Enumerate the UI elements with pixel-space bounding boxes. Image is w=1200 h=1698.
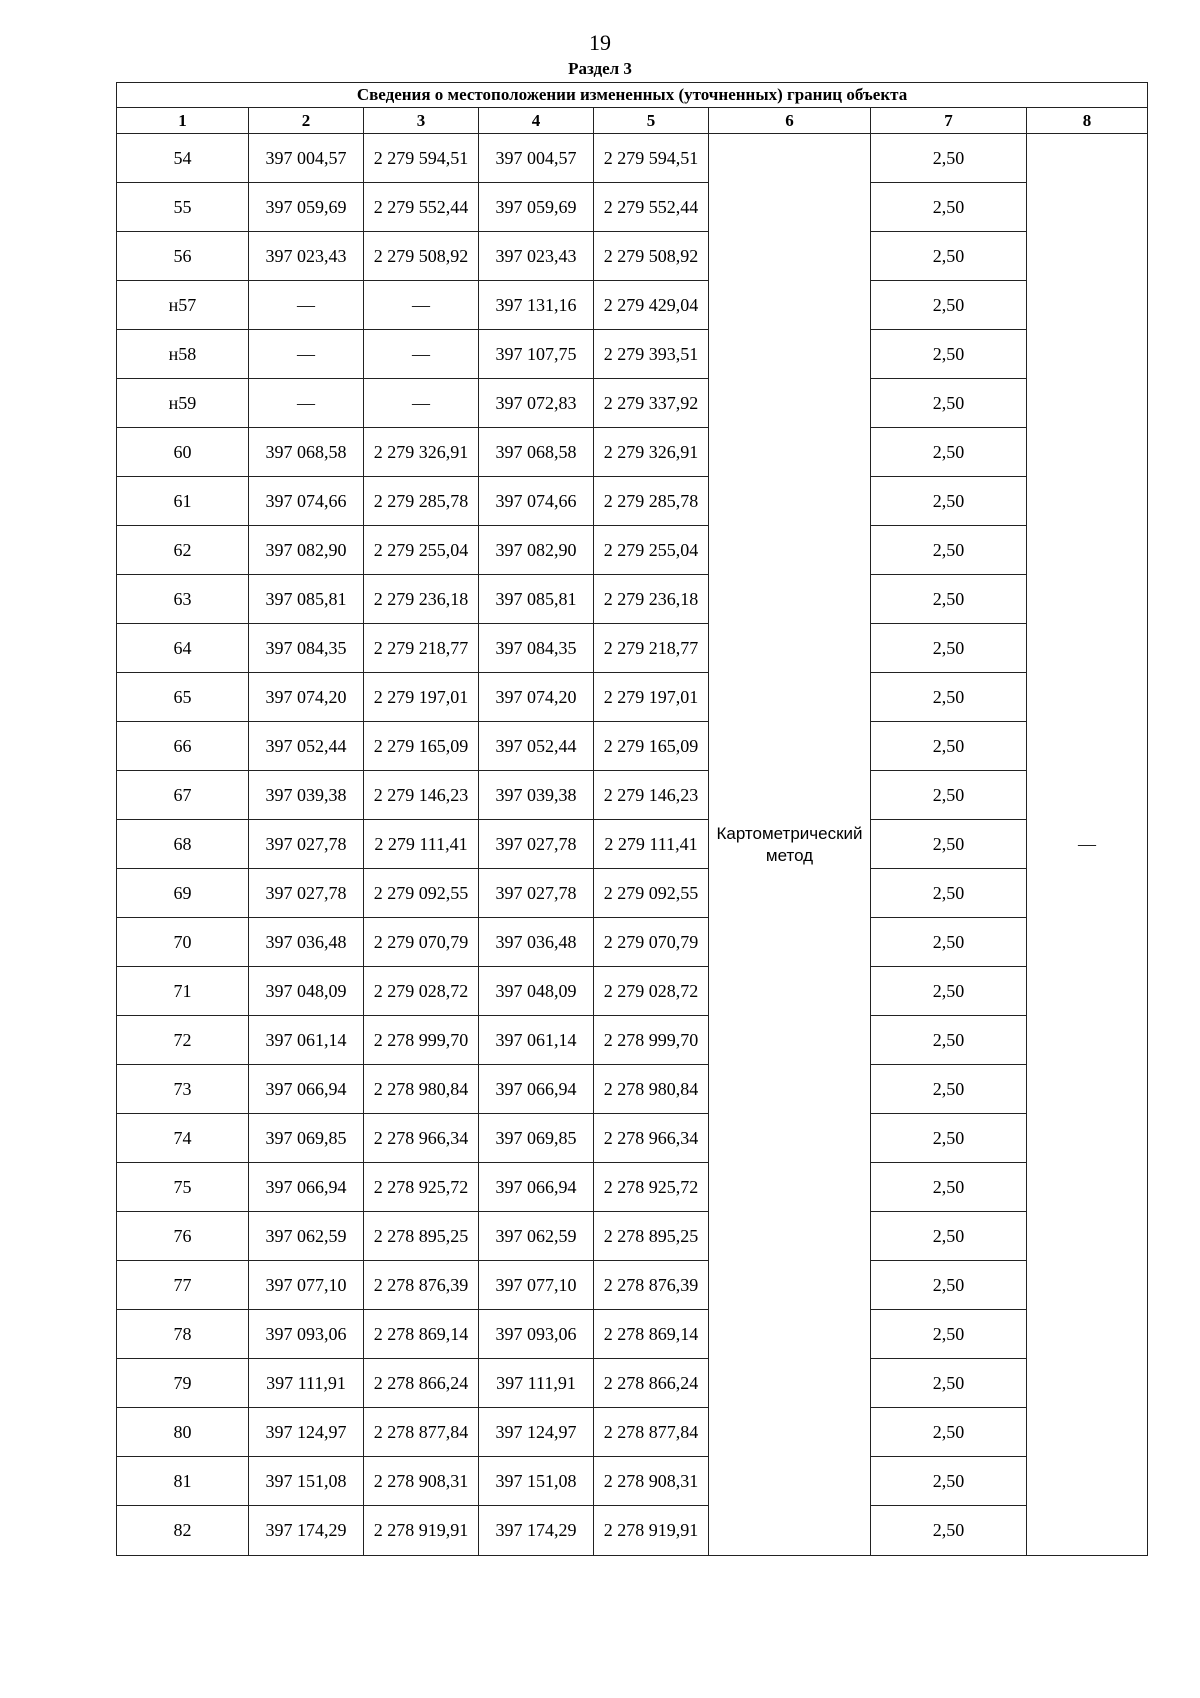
x-coordinate-refined: 397 107,75: [479, 330, 594, 379]
table-row: [117, 232, 1148, 281]
y-coordinate-existing: 2 278 895,25: [364, 1212, 479, 1261]
table-row: [117, 1310, 1148, 1359]
x-coordinate-refined: 397 131,16: [479, 281, 594, 330]
accuracy-value: 2,50: [871, 1506, 1027, 1556]
y-coordinate-refined: 2 279 236,18: [594, 575, 709, 624]
y-coordinate-refined: 2 278 925,72: [594, 1163, 709, 1212]
point-label: 78: [117, 1310, 249, 1359]
x-coordinate-existing: 397 061,14: [249, 1016, 364, 1065]
y-coordinate-existing: 2 279 285,78: [364, 477, 479, 526]
point-label: 80: [117, 1408, 249, 1457]
y-coordinate-existing: 2 278 876,39: [364, 1261, 479, 1310]
y-coordinate-refined: 2 279 552,44: [594, 183, 709, 232]
y-coordinate-existing: 2 279 594,51: [364, 134, 479, 183]
x-coordinate-existing: 397 059,69: [249, 183, 364, 232]
x-coordinate-refined: 397 052,44: [479, 722, 594, 771]
y-coordinate-refined: 2 279 165,09: [594, 722, 709, 771]
column-number-row: [117, 108, 1148, 134]
y-coordinate-existing: 2 279 165,09: [364, 722, 479, 771]
accuracy-value: 2,50: [871, 1065, 1027, 1114]
y-coordinate-refined: 2 278 999,70: [594, 1016, 709, 1065]
x-coordinate-refined: 397 074,20: [479, 673, 594, 722]
table-row: [117, 330, 1148, 379]
y-coordinate-existing: 2 278 919,91: [364, 1506, 479, 1556]
y-coordinate-existing: 2 278 925,72: [364, 1163, 479, 1212]
accuracy-value: 2,50: [871, 183, 1027, 232]
x-coordinate-existing: 397 052,44: [249, 722, 364, 771]
y-coordinate-existing: 2 279 146,23: [364, 771, 479, 820]
point-label: 68: [117, 820, 249, 869]
x-coordinate-refined: 397 004,57: [479, 134, 594, 183]
y-coordinate-existing: 2 279 092,55: [364, 869, 479, 918]
column-number: 1: [117, 108, 249, 134]
x-coordinate-refined: 397 069,85: [479, 1114, 594, 1163]
table-row: [117, 281, 1148, 330]
x-coordinate-refined: 397 124,97: [479, 1408, 594, 1457]
accuracy-value: 2,50: [871, 575, 1027, 624]
y-coordinate-refined: 2 279 337,92: [594, 379, 709, 428]
y-coordinate-refined: 2 279 197,01: [594, 673, 709, 722]
y-coordinate-refined: 2 278 866,24: [594, 1359, 709, 1408]
point-label: 65: [117, 673, 249, 722]
accuracy-value: 2,50: [871, 1457, 1027, 1506]
x-coordinate-refined: 397 062,59: [479, 1212, 594, 1261]
table-row: [117, 820, 1148, 869]
x-coordinate-existing: 397 124,97: [249, 1408, 364, 1457]
x-coordinate-existing: 397 023,43: [249, 232, 364, 281]
table-row: [117, 526, 1148, 575]
table-row: [117, 1457, 1148, 1506]
point-label: 70: [117, 918, 249, 967]
x-coordinate-existing: 397 151,08: [249, 1457, 364, 1506]
column-number: 3: [364, 108, 479, 134]
column-number: 5: [594, 108, 709, 134]
y-coordinate-refined: 2 279 285,78: [594, 477, 709, 526]
column-8-cell: —: [1027, 134, 1148, 1556]
table-row: [117, 379, 1148, 428]
table-row: [117, 869, 1148, 918]
point-label: 69: [117, 869, 249, 918]
x-coordinate-refined: 397 061,14: [479, 1016, 594, 1065]
y-coordinate-refined: 2 279 111,41: [594, 820, 709, 869]
x-coordinate-refined: 397 072,83: [479, 379, 594, 428]
x-coordinate-refined: 397 093,06: [479, 1310, 594, 1359]
y-coordinate-refined: 2 278 966,34: [594, 1114, 709, 1163]
x-coordinate-refined: 397 077,10: [479, 1261, 594, 1310]
table-row: [117, 134, 1148, 183]
y-coordinate-existing: 2 278 999,70: [364, 1016, 479, 1065]
y-coordinate-existing: 2 279 326,91: [364, 428, 479, 477]
x-coordinate-existing: 397 004,57: [249, 134, 364, 183]
accuracy-value: 2,50: [871, 1016, 1027, 1065]
x-coordinate-existing: 397 174,29: [249, 1506, 364, 1556]
y-coordinate-refined: 2 279 508,92: [594, 232, 709, 281]
table-row: [117, 1261, 1148, 1310]
table-row: [117, 1016, 1148, 1065]
y-coordinate-existing: 2 279 111,41: [364, 820, 479, 869]
x-coordinate-existing: 397 093,06: [249, 1310, 364, 1359]
x-coordinate-existing: 397 066,94: [249, 1065, 364, 1114]
x-coordinate-refined: 397 036,48: [479, 918, 594, 967]
table-caption: Сведения о местоположении измененных (уточненных) границ объекта: [117, 83, 1148, 108]
column-number: 7: [871, 108, 1027, 134]
table-row: [117, 1065, 1148, 1114]
accuracy-value: 2,50: [871, 624, 1027, 673]
point-label: 60: [117, 428, 249, 477]
table-row: [117, 624, 1148, 673]
accuracy-value: 2,50: [871, 1310, 1027, 1359]
table-row: [117, 967, 1148, 1016]
accuracy-value: 2,50: [871, 1212, 1027, 1261]
table-row: [117, 722, 1148, 771]
y-coordinate-refined: 2 278 908,31: [594, 1457, 709, 1506]
y-coordinate-existing: 2 279 070,79: [364, 918, 479, 967]
y-coordinate-refined: 2 279 393,51: [594, 330, 709, 379]
y-coordinate-refined: 2 279 326,91: [594, 428, 709, 477]
column-number: 2: [249, 108, 364, 134]
table-row: [117, 673, 1148, 722]
x-coordinate-refined: 397 027,78: [479, 820, 594, 869]
accuracy-value: 2,50: [871, 1114, 1027, 1163]
x-coordinate-existing: —: [249, 330, 364, 379]
y-coordinate-refined: 2 278 895,25: [594, 1212, 709, 1261]
y-coordinate-refined: 2 278 876,39: [594, 1261, 709, 1310]
point-label: 75: [117, 1163, 249, 1212]
y-coordinate-refined: 2 278 877,84: [594, 1408, 709, 1457]
section-title: Раздел 3: [568, 59, 632, 78]
table-row: [117, 1114, 1148, 1163]
y-coordinate-refined: 2 279 255,04: [594, 526, 709, 575]
x-coordinate-refined: 397 074,66: [479, 477, 594, 526]
point-label: 71: [117, 967, 249, 1016]
x-coordinate-existing: 397 077,10: [249, 1261, 364, 1310]
x-coordinate-refined: 397 066,94: [479, 1163, 594, 1212]
y-coordinate-existing: 2 279 218,77: [364, 624, 479, 673]
x-coordinate-existing: 397 074,66: [249, 477, 364, 526]
y-coordinate-refined: 2 279 146,23: [594, 771, 709, 820]
point-label: 67: [117, 771, 249, 820]
y-coordinate-existing: 2 279 197,01: [364, 673, 479, 722]
y-coordinate-refined: 2 279 594,51: [594, 134, 709, 183]
x-coordinate-existing: 397 074,20: [249, 673, 364, 722]
table-row: [117, 1506, 1148, 1556]
x-coordinate-existing: 397 039,38: [249, 771, 364, 820]
x-coordinate-refined: 397 023,43: [479, 232, 594, 281]
x-coordinate-refined: 397 082,90: [479, 526, 594, 575]
accuracy-value: 2,50: [871, 1408, 1027, 1457]
x-coordinate-existing: 397 068,58: [249, 428, 364, 477]
y-coordinate-refined: 2 279 218,77: [594, 624, 709, 673]
y-coordinate-refined: 2 279 092,55: [594, 869, 709, 918]
accuracy-value: 2,50: [871, 134, 1027, 183]
x-coordinate-existing: 397 111,91: [249, 1359, 364, 1408]
column-number: 4: [479, 108, 594, 134]
point-label: 63: [117, 575, 249, 624]
accuracy-value: 2,50: [871, 869, 1027, 918]
x-coordinate-existing: 397 036,48: [249, 918, 364, 967]
y-coordinate-existing: —: [364, 330, 479, 379]
column-number: 6: [709, 108, 871, 134]
x-coordinate-refined: 397 068,58: [479, 428, 594, 477]
x-coordinate-existing: 397 085,81: [249, 575, 364, 624]
table-row: [117, 771, 1148, 820]
accuracy-value: 2,50: [871, 771, 1027, 820]
point-label: 82: [117, 1506, 249, 1556]
accuracy-value: 2,50: [871, 281, 1027, 330]
point-label: 61: [117, 477, 249, 526]
x-coordinate-refined: 397 085,81: [479, 575, 594, 624]
x-coordinate-refined: 397 048,09: [479, 967, 594, 1016]
x-coordinate-refined: 397 084,35: [479, 624, 594, 673]
point-label: 62: [117, 526, 249, 575]
y-coordinate-refined: 2 279 070,79: [594, 918, 709, 967]
y-coordinate-existing: 2 279 552,44: [364, 183, 479, 232]
point-label: н58: [117, 330, 249, 379]
point-label: н57: [117, 281, 249, 330]
table-row: [117, 918, 1148, 967]
point-label: 81: [117, 1457, 249, 1506]
point-label: 54: [117, 134, 249, 183]
point-label: 77: [117, 1261, 249, 1310]
accuracy-value: 2,50: [871, 673, 1027, 722]
y-coordinate-existing: —: [364, 379, 479, 428]
y-coordinate-existing: 2 279 236,18: [364, 575, 479, 624]
boundary-coordinates-table: [116, 82, 1148, 1556]
table-row: [117, 1163, 1148, 1212]
accuracy-value: 2,50: [871, 820, 1027, 869]
y-coordinate-existing: 2 279 255,04: [364, 526, 479, 575]
y-coordinate-existing: 2 278 908,31: [364, 1457, 479, 1506]
y-coordinate-existing: 2 278 866,24: [364, 1359, 479, 1408]
method-cell: Картометрический метод: [709, 134, 871, 1556]
x-coordinate-existing: 397 027,78: [249, 869, 364, 918]
accuracy-value: 2,50: [871, 330, 1027, 379]
x-coordinate-existing: —: [249, 281, 364, 330]
accuracy-value: 2,50: [871, 526, 1027, 575]
y-coordinate-existing: 2 278 869,14: [364, 1310, 479, 1359]
point-label: н59: [117, 379, 249, 428]
y-coordinate-refined: 2 279 429,04: [594, 281, 709, 330]
point-label: 66: [117, 722, 249, 771]
y-coordinate-existing: 2 278 980,84: [364, 1065, 479, 1114]
table-row: [117, 1212, 1148, 1261]
point-label: 55: [117, 183, 249, 232]
point-label: 73: [117, 1065, 249, 1114]
accuracy-value: 2,50: [871, 1163, 1027, 1212]
y-coordinate-existing: 2 278 966,34: [364, 1114, 479, 1163]
column-number: 8: [1027, 108, 1148, 134]
y-coordinate-existing: 2 278 877,84: [364, 1408, 479, 1457]
x-coordinate-existing: 397 084,35: [249, 624, 364, 673]
x-coordinate-refined: 397 066,94: [479, 1065, 594, 1114]
y-coordinate-refined: 2 278 919,91: [594, 1506, 709, 1556]
accuracy-value: 2,50: [871, 1261, 1027, 1310]
x-coordinate-existing: 397 066,94: [249, 1163, 364, 1212]
x-coordinate-refined: 397 039,38: [479, 771, 594, 820]
x-coordinate-refined: 397 111,91: [479, 1359, 594, 1408]
accuracy-value: 2,50: [871, 477, 1027, 526]
accuracy-value: 2,50: [871, 967, 1027, 1016]
accuracy-value: 2,50: [871, 1359, 1027, 1408]
y-coordinate-refined: 2 279 028,72: [594, 967, 709, 1016]
y-coordinate-existing: —: [364, 281, 479, 330]
table-row: [117, 575, 1148, 624]
table-row: [117, 1359, 1148, 1408]
point-label: 56: [117, 232, 249, 281]
y-coordinate-refined: 2 278 869,14: [594, 1310, 709, 1359]
point-label: 72: [117, 1016, 249, 1065]
y-coordinate-refined: 2 278 980,84: [594, 1065, 709, 1114]
y-coordinate-existing: 2 279 508,92: [364, 232, 479, 281]
accuracy-value: 2,50: [871, 722, 1027, 771]
accuracy-value: 2,50: [871, 379, 1027, 428]
x-coordinate-existing: 397 027,78: [249, 820, 364, 869]
point-label: 79: [117, 1359, 249, 1408]
x-coordinate-refined: 397 174,29: [479, 1506, 594, 1556]
accuracy-value: 2,50: [871, 918, 1027, 967]
x-coordinate-existing: 397 048,09: [249, 967, 364, 1016]
accuracy-value: 2,50: [871, 232, 1027, 281]
x-coordinate-refined: 397 027,78: [479, 869, 594, 918]
x-coordinate-existing: —: [249, 379, 364, 428]
point-label: 64: [117, 624, 249, 673]
y-coordinate-existing: 2 279 028,72: [364, 967, 479, 1016]
point-label: 74: [117, 1114, 249, 1163]
table-row: [117, 477, 1148, 526]
table-row: [117, 1408, 1148, 1457]
x-coordinate-refined: 397 151,08: [479, 1457, 594, 1506]
table-row: [117, 428, 1148, 477]
x-coordinate-existing: 397 069,85: [249, 1114, 364, 1163]
accuracy-value: 2,50: [871, 428, 1027, 477]
x-coordinate-existing: 397 082,90: [249, 526, 364, 575]
point-label: 76: [117, 1212, 249, 1261]
x-coordinate-existing: 397 062,59: [249, 1212, 364, 1261]
page-number: 19: [589, 30, 611, 55]
x-coordinate-refined: 397 059,69: [479, 183, 594, 232]
table-row: [117, 183, 1148, 232]
